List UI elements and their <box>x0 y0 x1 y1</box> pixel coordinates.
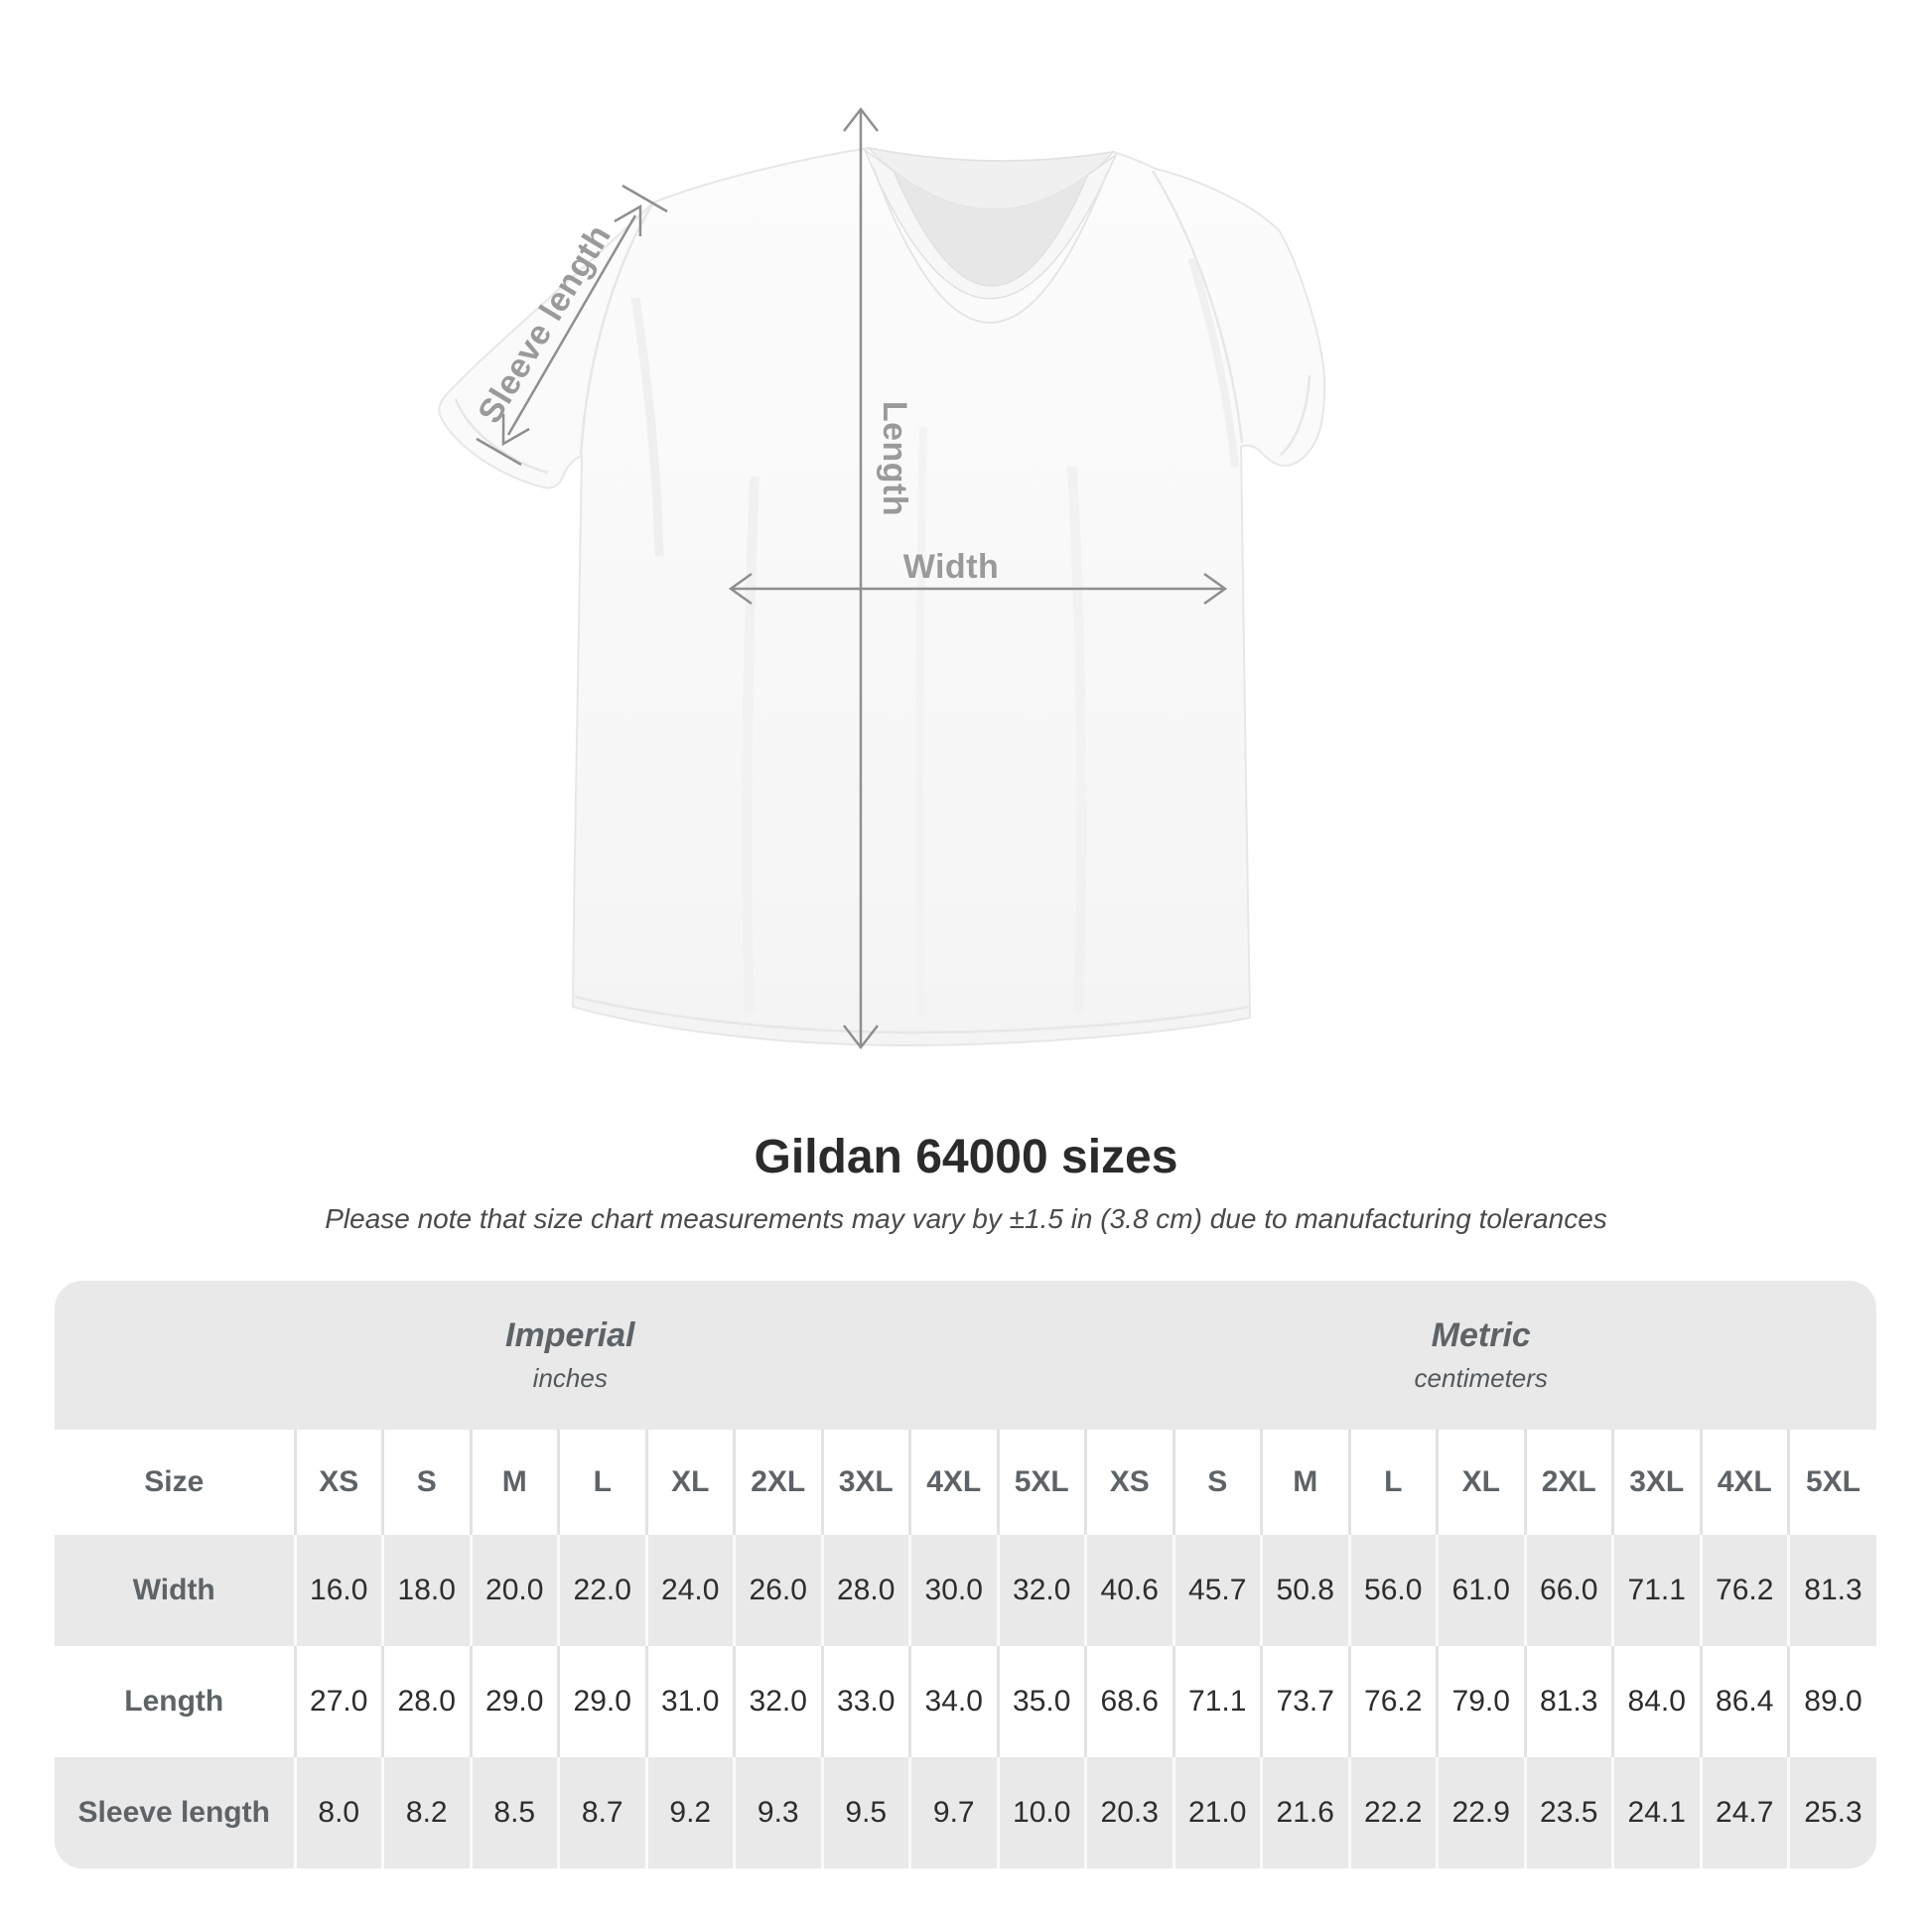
measurement-cell: 24.1 <box>1613 1757 1702 1868</box>
imperial-header-cell <box>55 1281 1086 1430</box>
size-col-header: 5XL <box>998 1430 1086 1535</box>
imperial-unit: inches <box>532 1363 608 1393</box>
measurement-cell: 21.0 <box>1173 1757 1262 1868</box>
size-col-header: M <box>471 1430 559 1535</box>
measurement-cell: 22.9 <box>1438 1757 1526 1868</box>
measurement-cell: 50.8 <box>1262 1535 1350 1646</box>
imperial-label: Imperial <box>505 1316 635 1354</box>
measurement-cell: 24.0 <box>646 1535 735 1646</box>
measurement-cell: 27.0 <box>295 1646 383 1757</box>
length-label: Length <box>876 400 913 517</box>
measurement-cell: 9.3 <box>735 1757 823 1868</box>
row-label: Width <box>55 1535 295 1646</box>
measurement-cell: 22.2 <box>1349 1757 1438 1868</box>
measurement-cell: 35.0 <box>998 1646 1086 1757</box>
measure-rows <box>55 1535 1876 1868</box>
row-label: Sleeve length <box>55 1757 295 1868</box>
measurement-cell: 71.1 <box>1613 1535 1702 1646</box>
measurement-cell: 10.0 <box>998 1757 1086 1868</box>
measurement-cell: 20.3 <box>1086 1757 1174 1868</box>
measurement-cell: 16.0 <box>295 1535 383 1646</box>
measurement-cell: 81.3 <box>1525 1646 1613 1757</box>
extension-tick <box>622 186 667 211</box>
table-row <box>55 1757 1876 1868</box>
measurement-cell: 8.0 <box>295 1757 383 1868</box>
measurement-cell: 28.0 <box>383 1646 472 1757</box>
measurement-cell: 76.2 <box>1701 1535 1789 1646</box>
measurement-cell: 9.7 <box>910 1757 999 1868</box>
measurement-cell: 24.7 <box>1701 1757 1789 1868</box>
size-col-header: 2XL <box>735 1430 823 1535</box>
measurement-cell: 66.0 <box>1525 1535 1613 1646</box>
size-col-header: L <box>1349 1430 1438 1535</box>
measurement-cell: 56.0 <box>1349 1535 1438 1646</box>
measurement-cell: 79.0 <box>1438 1646 1526 1757</box>
size-col-header: 4XL <box>910 1430 999 1535</box>
size-header-row <box>55 1430 1876 1535</box>
measurement-cell: 32.0 <box>998 1535 1086 1646</box>
measurement-cell: 8.7 <box>559 1757 647 1868</box>
size-table-grid <box>55 1281 1876 1868</box>
measurement-cell: 20.0 <box>471 1535 559 1646</box>
measurement-cell: 31.0 <box>646 1646 735 1757</box>
measurement-cell: 61.0 <box>1438 1535 1526 1646</box>
measurement-cell: 33.0 <box>822 1646 910 1757</box>
measurement-cell: 21.6 <box>1262 1757 1350 1868</box>
size-col-header: 3XL <box>1613 1430 1702 1535</box>
metric-label: Metric <box>1431 1316 1531 1354</box>
table-row <box>55 1535 1876 1646</box>
size-col-header: 4XL <box>1701 1430 1789 1535</box>
measurement-cell: 18.0 <box>383 1535 472 1646</box>
size-col-header: XL <box>646 1430 735 1535</box>
size-col-header: 3XL <box>822 1430 910 1535</box>
size-col-header: XS <box>1086 1430 1174 1535</box>
measurement-cell: 73.7 <box>1262 1646 1350 1757</box>
measurement-cell: 8.2 <box>383 1757 472 1868</box>
measurement-cell: 40.6 <box>1086 1535 1174 1646</box>
measurement-cell: 23.5 <box>1525 1757 1613 1868</box>
measurement-cell: 34.0 <box>910 1646 999 1757</box>
measurement-cell: 9.2 <box>646 1757 735 1868</box>
measurement-cell: 86.4 <box>1701 1646 1789 1757</box>
measurement-cell: 76.2 <box>1349 1646 1438 1757</box>
metric-unit: centimeters <box>1414 1363 1548 1393</box>
page-title: Gildan 64000 sizes <box>754 1131 1178 1183</box>
measurement-cell: 30.0 <box>910 1535 999 1646</box>
size-col-header: L <box>559 1430 647 1535</box>
measurement-cell: 29.0 <box>559 1646 647 1757</box>
width-label: Width <box>902 548 1000 586</box>
measurement-cell: 81.3 <box>1789 1535 1877 1646</box>
table-row <box>55 1646 1876 1757</box>
size-table <box>55 1281 1876 1868</box>
measurement-cell: 32.0 <box>735 1646 823 1757</box>
size-column-header: Size <box>55 1430 295 1535</box>
measurement-cell: 45.7 <box>1173 1535 1262 1646</box>
measurement-cell: 22.0 <box>559 1535 647 1646</box>
metric-header-cell <box>1086 1281 1877 1430</box>
measurement-cell: 29.0 <box>471 1646 559 1757</box>
measurement-cell: 8.5 <box>471 1757 559 1868</box>
size-col-header: S <box>1173 1430 1262 1535</box>
measurement-cell: 25.3 <box>1789 1757 1877 1868</box>
measurement-cell: 71.1 <box>1173 1646 1262 1757</box>
size-col-header: XS <box>295 1430 383 1535</box>
measurement-cell: 26.0 <box>735 1535 823 1646</box>
measurement-cell: 68.6 <box>1086 1646 1174 1757</box>
sleeve-length-label: Sleeve length <box>471 217 619 430</box>
size-col-header: M <box>1262 1430 1350 1535</box>
measurement-cell: 89.0 <box>1789 1646 1877 1757</box>
tolerance-note: Please note that size chart measurements may vary by ±1.5 in (3.8 cm) due to manufacturing tolerances <box>325 1203 1607 1234</box>
measurement-cell: 9.5 <box>822 1757 910 1868</box>
size-col-header: 5XL <box>1789 1430 1877 1535</box>
measurement-cell: 28.0 <box>822 1535 910 1646</box>
size-col-header: XL <box>1438 1430 1526 1535</box>
size-col-header: S <box>383 1430 472 1535</box>
measurement-cell: 84.0 <box>1613 1646 1702 1757</box>
row-label: Length <box>55 1646 295 1757</box>
size-col-header: 2XL <box>1525 1430 1613 1535</box>
unit-header-row <box>55 1281 1876 1430</box>
